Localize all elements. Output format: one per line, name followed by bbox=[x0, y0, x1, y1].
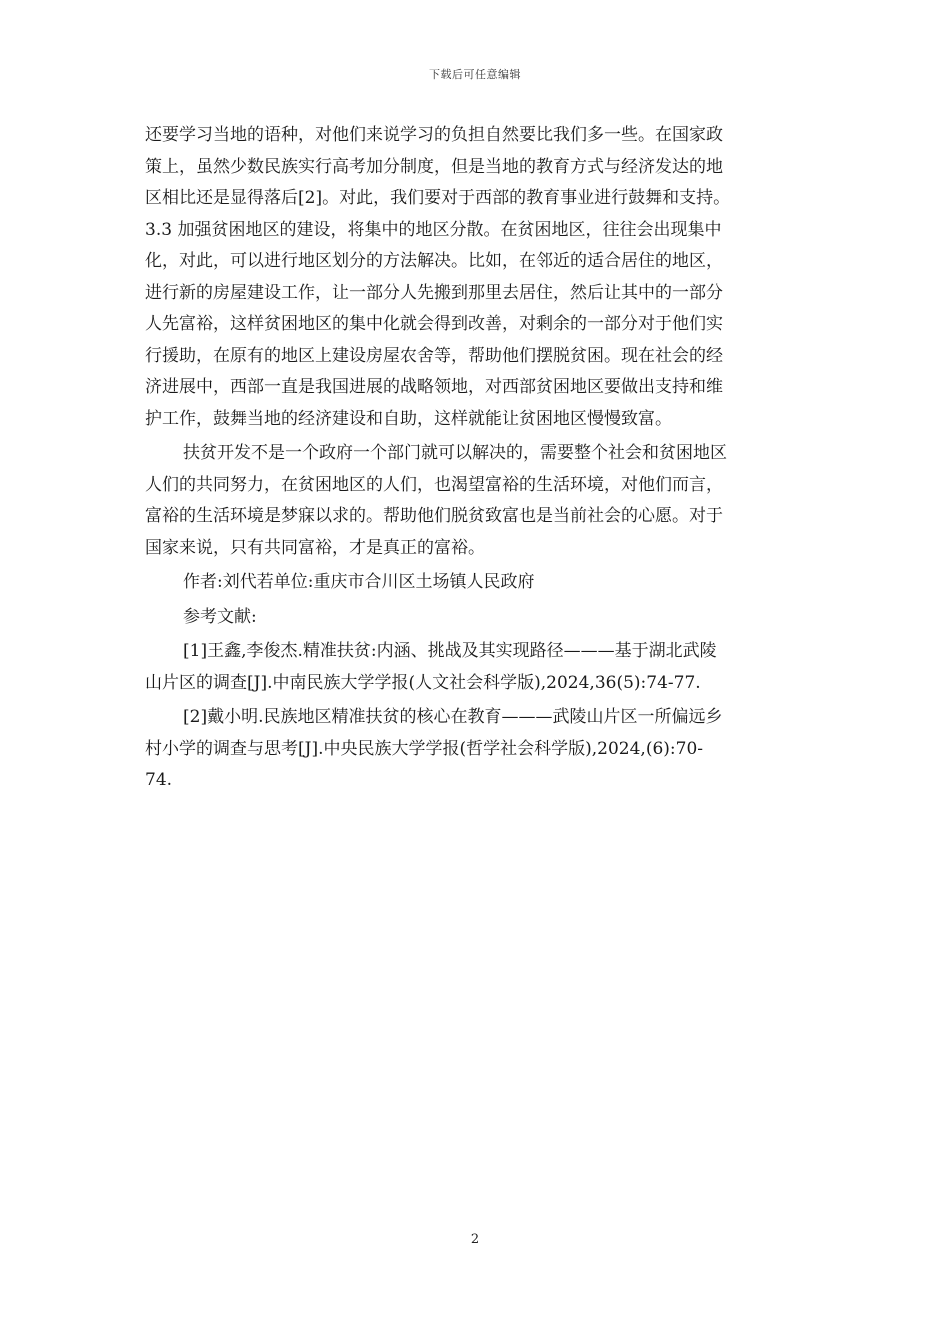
text-line: 护工作，鼓舞当地的经济建设和自助，这样就能让贫困地区慢慢致富。 bbox=[145, 408, 672, 429]
author-line: 作者:刘代若单位:重庆市合川区土场镇人民政府 bbox=[183, 572, 535, 592]
references-heading bbox=[145, 602, 807, 634]
text-line: 行援助，在原有的地区上建设房屋农舍等，帮助他们摆脱贫困。现在社会的经 bbox=[145, 345, 723, 366]
text-line: 3.3 加强贫困地区的建设，将集中的地区分散。在贫困地区，往往会出现集中 bbox=[145, 219, 722, 240]
paragraph-section-3-3 bbox=[145, 215, 807, 436]
references-heading-text: 参考文献: bbox=[183, 606, 257, 627]
paragraph-conclusion bbox=[145, 438, 807, 564]
text-line: 国家来说，只有共同富裕，才是真正的富裕。 bbox=[145, 537, 485, 558]
text-line: 济进展中，西部一直是我国进展的战略领地，对西部贫困地区要做出支持和维 bbox=[145, 377, 723, 397]
text-line: 策上，虽然少数民族实行高考加分制度，但是当地的教育方式与经济发达的地 bbox=[145, 156, 723, 177]
text-line: 扶贫开发不是一个政府一个部门就可以解决的，需要整个社会和贫困地区 bbox=[183, 443, 727, 463]
header-note: 下载后可任意编辑 bbox=[429, 68, 521, 81]
text-line: 人们的共同努力，在贫困地区的人们，也渴望富裕的生活环境，对他们而言， bbox=[145, 474, 723, 495]
text-line: 还要学习当地的语种，对他们来说学习的负担自然要比我们多一些。在国家政 bbox=[145, 125, 723, 145]
text-line: 人先富裕，这样贫困地区的集中化就会得到改善，对剩余的一部分对于他们实 bbox=[145, 314, 723, 334]
text-line: 区相比还是显得落后[2]。对此，我们要对于西部的教育事业进行鼓舞和支持。 bbox=[145, 188, 731, 208]
text-line: 74. bbox=[145, 770, 173, 790]
text-line: 富裕的生活环境是梦寐以求的。帮助他们脱贫致富也是当前社会的心愿。对于 bbox=[145, 506, 723, 526]
text-line: 村小学的调查与思考[J].中央民族大学学报(哲学社会科学版),2024,(6):70- bbox=[145, 738, 704, 759]
page-number: 2 bbox=[470, 1232, 480, 1247]
text-line: [1]王鑫,李俊杰.精准扶贫:内涵、挑战及其实现路径———基于湖北武陵 bbox=[183, 641, 717, 661]
text-line: 山片区的调查[J].中南民族大学学报(人文社会科学版),2024,36(5):74-77. bbox=[145, 672, 701, 693]
document-body bbox=[145, 120, 807, 797]
reference-1 bbox=[145, 636, 807, 699]
text-line: [2]戴小明.民族地区精准扶贫的核心在教育———武陵山片区一所偏远乡 bbox=[183, 707, 723, 727]
reference-2 bbox=[145, 702, 807, 797]
author-info bbox=[145, 567, 807, 599]
text-line: 化，对此，可以进行地区划分的方法解决。比如，在邻近的适合居住的地区， bbox=[145, 251, 723, 271]
text-line: 进行新的房屋建设工作，让一部分人先搬到那里去居住，然后让其中的一部分 bbox=[145, 282, 723, 303]
paragraph-education bbox=[145, 120, 807, 215]
